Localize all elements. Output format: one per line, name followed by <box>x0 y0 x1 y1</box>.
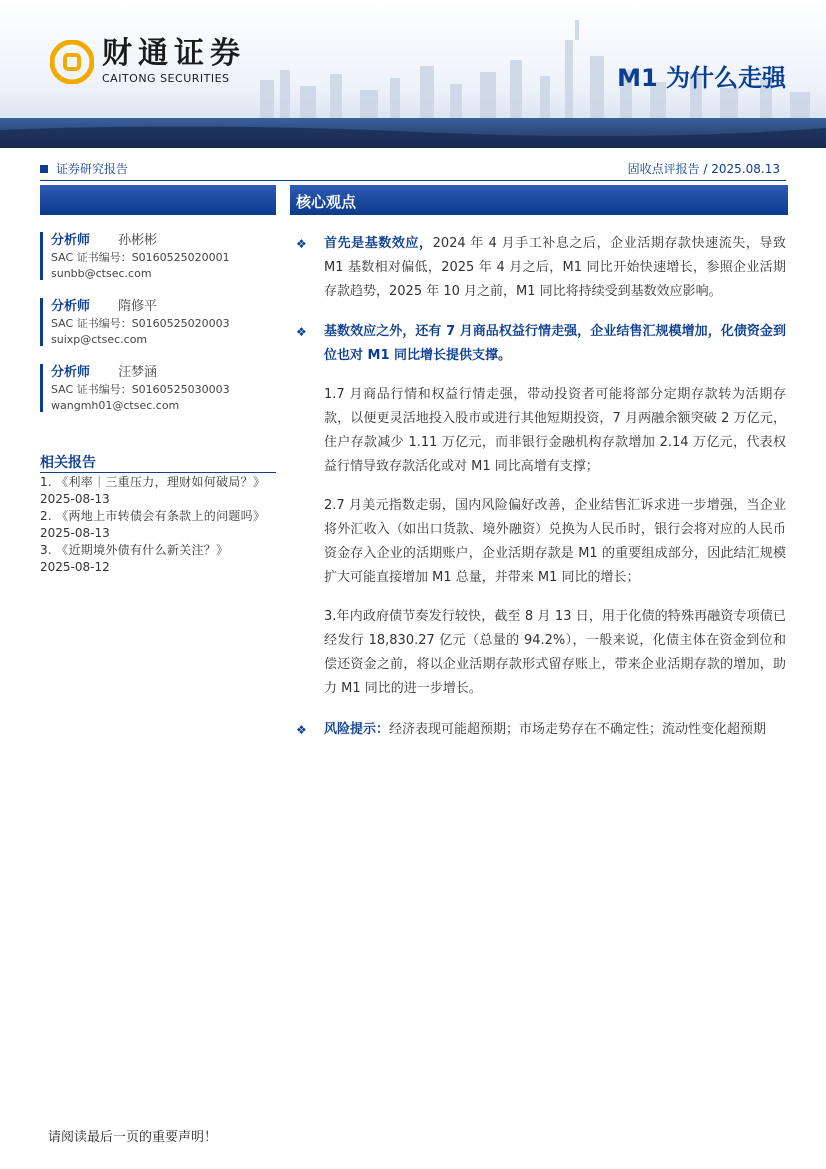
diamond-bullet-icon: ❖ <box>296 325 307 339</box>
related-reports-title: 相关报告 <box>40 455 96 471</box>
brand-name-cn: 财通证券 <box>102 36 246 71</box>
core-views-title: 核心观点 <box>296 193 357 211</box>
analyst-accent-bar <box>40 298 43 346</box>
core-point <box>296 232 786 304</box>
analyst-sac: SAC 证书编号：S0160525020003 <box>51 317 230 330</box>
related-report-title[interactable]: 1. 《利率｜三重压力，理财如何破局？》 <box>40 475 266 489</box>
related-report-title[interactable]: 2. 《两地上市转债会有条款上的问题吗》 <box>40 509 266 523</box>
analyst-card <box>40 298 276 348</box>
coin-logo-icon <box>50 40 94 84</box>
sub-point-2: 2.7 月美元指数走弱，国内风险偏好改善，企业结售汇诉求进一步增强，当企业将外汇收入（如出口货款、境外融资）兑换为人民币时，银行会将对应的人民币资金存入企业的活期账户，企业活期存款是 M1 的重要组成部分，因此结汇规模扩大可能直接增加 M1 总量，并带来 M1 同比的增长； <box>324 498 786 585</box>
diamond-bullet-icon: ❖ <box>296 723 307 737</box>
core-point <box>296 320 786 368</box>
analyst-name: 孙彬彬 <box>118 233 158 248</box>
analyst-email[interactable]: suixp@ctsec.com <box>51 333 148 346</box>
brand-logo <box>50 38 246 86</box>
related-report-item[interactable] <box>40 542 276 576</box>
analyst-role: 分析师 <box>51 365 91 380</box>
risk-warning <box>296 718 786 742</box>
report-title: M1 为什么走强 <box>617 64 786 92</box>
page-header <box>0 0 826 156</box>
analyst-card <box>40 364 276 414</box>
analyst-accent-bar <box>40 364 43 412</box>
analyst-name: 汪梦涵 <box>118 365 158 380</box>
related-report-date: 2025-08-13 <box>40 492 110 506</box>
diamond-bullet-icon: ❖ <box>296 237 307 251</box>
footer-disclaimer-note: 请阅读最后一页的重要声明！ <box>48 1130 218 1145</box>
analyst-sac: SAC 证书编号：S0160525020001 <box>51 251 230 264</box>
analyst-email[interactable]: wangmh01@ctsec.com <box>51 399 180 412</box>
analyst-name: 隋修平 <box>118 299 158 314</box>
analyst-role: 分析师 <box>51 299 91 314</box>
analyst-email[interactable]: sunbb@ctsec.com <box>51 267 152 280</box>
sidebar-banner <box>40 185 276 215</box>
analyst-role: 分析师 <box>51 233 91 248</box>
subheader-divider <box>40 180 786 181</box>
sub-point-1: 1.7 月商品行情和权益行情走强，带动投资者可能将部分定期存款转为活期存款，以便更灵活地投入股市或进行其他短期投资，7 月两融余额突破 2 万亿元，住户存款减少 1.11 万亿元，而非银行金融机构存款增加 2.14 万亿元，代表权益行情导致存款活化或对 M1 同比高增有支撑； <box>324 387 786 474</box>
point-lead: 基数效应之外，还有 7 月商品权益行情走强，企业结售汇规模增加，化债资金到位也对 M1 同比增长提供支撑。 <box>324 324 786 363</box>
related-report-item[interactable] <box>40 474 276 508</box>
core-views-banner <box>290 185 788 215</box>
point-text: 2024 年 4 月手工补息之后，企业活期存款快速流失，导致 M1 基数相对偏低，2025 年 4 月之后，M1 同比开始快速增长，参照企业活期存款趋势，2025 年 10 月之前，M1 同比将持续受到基数效应影响。 <box>324 236 786 299</box>
subheader <box>40 160 786 180</box>
related-report-item[interactable] <box>40 508 276 542</box>
related-report-date: 2025-08-12 <box>40 560 110 574</box>
sub-point-3: 3.年内政府债节奏发行较快，截至 8 月 13 日，用于化债的特殊再融资专项债已经发行 18,830.27 亿元（总量的 94.2%），一般来说，化债主体在资金到位和偿还资金之前，将以企业活期存款形式留存账上，带来企业活期存款的增加，助力 M1 同比的进一步增长。 <box>324 609 786 696</box>
risk-lead: 风险提示： <box>324 722 390 737</box>
risk-text: 经济表现可能超预期；市场走势存在不确定性；流动性变化超预期 <box>389 722 767 737</box>
analyst-sac: SAC 证书编号：S0160525030003 <box>51 383 230 396</box>
related-reports-divider <box>40 472 276 473</box>
report-type-date: 固收点评报告 / 2025.08.13 <box>627 162 780 176</box>
point-lead: 首先是基数效应， <box>324 236 433 251</box>
related-reports-list <box>40 474 276 576</box>
related-report-title[interactable]: 3. 《近期境外债有什么新关注？》 <box>40 543 229 557</box>
analyst-card <box>40 232 276 282</box>
related-report-date: 2025-08-13 <box>40 526 110 540</box>
square-bullet-icon <box>40 165 48 173</box>
report-category: 证券研究报告 <box>56 162 129 176</box>
analyst-accent-bar <box>40 232 43 280</box>
brand-name-en: CAITONG SECURITIES <box>102 72 230 85</box>
